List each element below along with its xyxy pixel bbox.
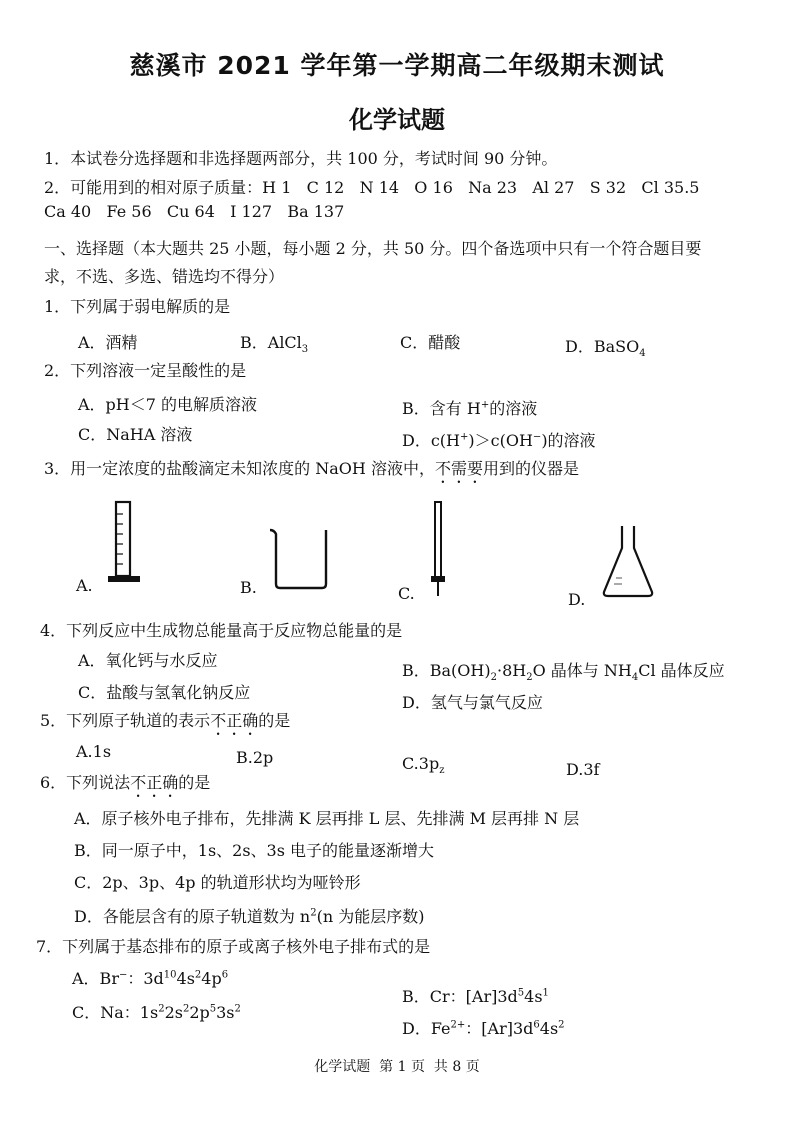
superscript: 2 — [182, 1003, 190, 1015]
question-2-option-c: C．NaHA 溶液 — [78, 425, 193, 444]
option-text: C.3p — [402, 754, 440, 773]
stem-text: 的是 — [178, 773, 211, 792]
question-6-stem — [40, 770, 210, 801]
question-6-option-b: B．同一原子中，1s、2s、3s 电子的能量逐渐增大 — [74, 841, 435, 860]
question-7-option-b — [402, 984, 549, 1007]
emphasis-text: 不正确 — [130, 773, 179, 792]
option-text: 4s — [539, 1019, 559, 1038]
question-2-option-a: A．pH＜7 的电解质溶液 — [78, 395, 258, 414]
question-3-option-b: B. — [240, 578, 257, 597]
superscript: 2 — [194, 969, 202, 981]
question-1-option-c: C．醋酸 — [400, 333, 461, 352]
option-text: B．含有 H — [402, 399, 481, 418]
option-text: B．Cr：[Ar]3d — [402, 987, 518, 1006]
superscript: 6 — [533, 1019, 540, 1031]
option-text: B．AlCl — [240, 333, 302, 352]
question-2-option-d — [402, 428, 596, 451]
superscript: 10 — [163, 969, 177, 981]
question-5-stem — [40, 708, 290, 739]
superscript: 2+ — [450, 1019, 466, 1031]
option-text: D．Fe — [402, 1019, 451, 1038]
question-7-option-d — [402, 1016, 565, 1039]
superscript: − — [532, 431, 542, 443]
question-2-option-b — [402, 396, 537, 419]
question-3-option-a: A. — [76, 576, 93, 595]
conical-flask-icon — [600, 524, 656, 600]
question-7-option-c — [72, 1000, 241, 1023]
subscript: 2 — [526, 672, 533, 684]
question-1-option-b — [240, 330, 308, 355]
subscript: 4 — [631, 672, 639, 684]
option-text: D．BaSO — [565, 337, 640, 356]
question-5-option-b: B.2p — [236, 748, 274, 767]
question-1-option-d — [565, 334, 646, 359]
superscript: 6 — [221, 969, 229, 981]
question-1-option-a: A．酒精 — [78, 333, 138, 352]
question-1-stem: 1．下列属于弱电解质的是 — [44, 297, 231, 316]
note-2-line2: Ca 40 Fe 56 Cu 64 I 127 Ba 137 — [44, 202, 345, 221]
question-4-option-a: A．氧化钙与水反应 — [78, 651, 218, 670]
superscript: + — [460, 431, 469, 443]
question-5-option-c — [402, 754, 444, 776]
question-7-stem: 7．下列属于基态排布的原子或离子核外电子排布式的是 — [36, 937, 431, 956]
question-5-option-a: A.1s — [76, 742, 112, 761]
option-text: (n 为能层序数) — [316, 907, 425, 926]
question-3-option-d: D. — [568, 590, 586, 609]
question-4-stem: 4．下列反应中生成物总能量高于反应物总能量的是 — [40, 621, 403, 640]
option-text: 4p — [201, 969, 222, 988]
question-2-stem: 2．下列溶液一定呈酸性的是 — [44, 361, 247, 380]
question-7-option-a — [72, 966, 228, 989]
question-4-option-c: C．盐酸与氢氧化钠反应 — [78, 683, 251, 702]
option-text: 的溶液 — [489, 399, 538, 418]
superscript: 2 — [310, 907, 317, 919]
superscript: 5 — [209, 1003, 217, 1015]
stem-text: 3．用一定浓度的盐酸滴定未知浓度的 NaOH 溶液中， — [44, 459, 435, 478]
option-text: 2p — [189, 1003, 210, 1022]
option-text: Cl 晶体反应 — [638, 661, 725, 680]
note-1: 1．本试卷分选择题和非选择题两部分，共 100 分，考试时间 90 分钟。 — [44, 149, 558, 168]
option-text: D．各能层含有的原子轨道数为 n — [74, 907, 311, 926]
option-text: 4s — [524, 987, 543, 1006]
question-5-option-d: D.3f — [566, 760, 600, 779]
option-text: ·8H — [497, 661, 527, 680]
option-text: O 晶体与 NH — [532, 661, 632, 680]
page-subtitle: 化学试题 — [349, 106, 445, 134]
option-text: 2s — [164, 1003, 183, 1022]
emphasis-text: 不正确 — [210, 711, 259, 730]
subscript: 2 — [490, 672, 497, 684]
superscript: + — [480, 399, 490, 411]
stem-text: 的是 — [258, 711, 291, 730]
question-3-option-c: C. — [398, 584, 415, 603]
option-text: D．c(H — [402, 431, 460, 450]
section-heading-line1: 一、选择题（本大题共 25 小题，每小题 2 分，共 50 分。四个备选项中只有一个符合题目要 — [44, 239, 702, 258]
question-6-option-c: C．2p、3p、4p 的轨道形状均为哑铃形 — [74, 873, 361, 892]
option-text: 4s — [176, 969, 195, 988]
question-6-option-d — [74, 904, 425, 927]
page-title: 慈溪市 2021 学年第一学期高二年级期末测试 — [129, 51, 665, 80]
option-text: )的溶液 — [541, 431, 596, 450]
question-4-option-d: D．氢气与氯气反应 — [402, 693, 543, 712]
option-text: B．Ba(OH) — [402, 661, 491, 680]
stem-text: 用到的仪器是 — [482, 459, 579, 478]
option-text: C．Na：1s — [72, 1003, 159, 1022]
page-footer: 化学试题 第 1 页 共 8 页 — [314, 1059, 480, 1075]
superscript: 1 — [542, 987, 549, 999]
superscript: − — [118, 969, 128, 981]
stem-text: 6．下列说法 — [40, 773, 131, 792]
option-text: A．Br — [72, 969, 119, 988]
option-text: ：3d — [127, 969, 164, 988]
option-text: )＞c(OH — [468, 431, 533, 450]
superscript: 2 — [558, 1019, 565, 1031]
option-text: ：[Ar]3d — [465, 1019, 534, 1038]
emphasis-text: 不需要 — [434, 459, 483, 478]
beaker-icon — [268, 524, 334, 592]
section-heading-line2: 求，不选、多选、错选均不得分） — [44, 267, 285, 286]
subscript: z — [439, 765, 445, 777]
question-6-option-a: A．原子核外电子排布，先排满 K 层再排 L 层、先排满 M 层再排 N 层 — [74, 809, 580, 828]
superscript: 2 — [158, 1003, 165, 1015]
subscript: 3 — [301, 344, 309, 356]
question-4-option-b — [402, 658, 725, 683]
superscript: 5 — [517, 987, 525, 999]
option-text: 3s — [216, 1003, 235, 1022]
note-2-line1: 2．可能用到的相对原子质量：H 1 C 12 N 14 O 16 Na 23 Al 27 S 32 Cl 35.5 — [44, 178, 700, 197]
burette-icon — [426, 500, 450, 600]
subscript: 4 — [639, 348, 646, 360]
question-3-stem — [44, 456, 579, 487]
superscript: 2 — [234, 1003, 241, 1015]
graduated-cylinder-icon — [106, 500, 142, 586]
stem-text: 5．下列原子轨道的表示 — [40, 711, 211, 730]
